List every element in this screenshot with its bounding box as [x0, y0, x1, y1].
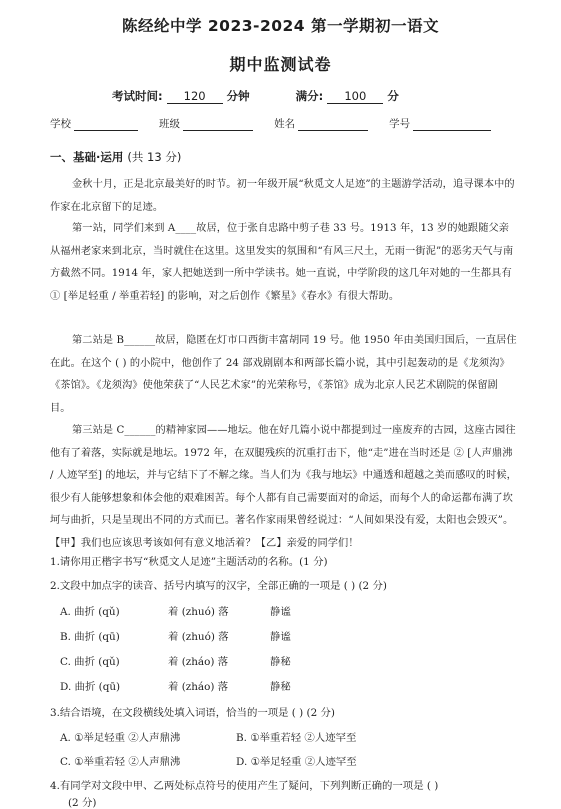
q2-option-d[interactable]: D. 曲折 (qū): [60, 681, 121, 693]
name-field[interactable]: [298, 118, 368, 131]
q2-option-d-3: 静秘: [270, 681, 291, 693]
q2-option-c-2: 着 (zháo) 落: [168, 656, 229, 668]
section-heading: [50, 149, 181, 165]
q2-option-a-2: 着 (zhuó) 落: [168, 606, 229, 618]
time-label: 考试时间:: [112, 89, 163, 103]
q3-option-d[interactable]: D. ①举足轻重 ②人迹罕至: [236, 756, 357, 768]
id-field[interactable]: [413, 118, 491, 131]
school-label: 学校: [50, 118, 71, 130]
passage-paragraph: 第一站，同学们来到 A____故居，位于张自忠路中剪子巷 33 号。1913 年，13 岁的她跟随父亲从福州老家来到北京，当时就住在这里。这里发实的氛围和“有风三尺土，无雨一街泥”的恶劣天气与南方截然不同。1914 年，家人把她送到一所中学读书。她一直说，中学阶段的这几年对她的一生都具有 ① [举足轻重 / 举重若轻] 的影响，对之后创作《繁星》《春水》有很大帮助。: [50, 223, 514, 302]
q2-option-b-3: 静谧: [270, 631, 291, 643]
time-unit: 分钟: [226, 89, 250, 103]
question-1: 1.请你用正楷字书写“秋觅文人足迹”主题活动的名称。(1 分): [50, 556, 328, 568]
q2-option-b-2: 着 (zhuó) 落: [168, 631, 229, 643]
q3-option-a[interactable]: A. ①举足轻重 ②人声鼎沸: [60, 732, 181, 744]
id-label: 学号: [389, 118, 411, 130]
question-2: 2.文段中加点字的读音、括号内填写的汉字，全部正确的一项是 ( ) (2 分): [50, 580, 387, 592]
q2-option-b[interactable]: B. 曲折 (qū): [60, 631, 120, 643]
class-label: 班级: [159, 118, 181, 130]
passage-paragraph: 金秋十月，正是北京最美好的时节。初一年级开展“秋觅文人足迹”的主题游学活动，追寻课本中的作家在北京留下的足迹。: [50, 179, 515, 213]
score-unit: 分: [387, 89, 399, 103]
question-4-points: (2 分): [68, 797, 97, 809]
q2-option-c-3: 静秘: [270, 656, 291, 668]
q3-option-b[interactable]: B. ①举重若轻 ②人迹罕至: [236, 732, 357, 744]
exam-meta: [112, 88, 452, 104]
q2-option-c[interactable]: C. 曲折 (qǔ): [60, 656, 120, 668]
score-label: 满分:: [295, 89, 324, 103]
school-field[interactable]: [74, 118, 138, 131]
score-value: 100: [327, 89, 383, 104]
time-value: 120: [167, 89, 223, 104]
section-points: (共 13 分): [127, 150, 182, 164]
question-3: 3.结合语境，在文段横线处填入词语，恰当的一项是 ( ) (2 分): [50, 707, 335, 719]
question-4: 4.有同学对文段中甲、乙两处标点符号的使用产生了疑问，下列判断正确的一项是 ( ): [50, 780, 439, 792]
passage-paragraph: 第二站是 B______故居，隐匿在灯市口西街丰富胡同 19 号。他 1950 年由美国归国后，一直居住在此。在这个 ( ) 的小院中，他创作了 24 部戏剧剧本和两部长篇小说，其中引起轰动的是《龙须沟》《茶馆》。《龙须沟》使他荣获了“人民艺术家”的光荣称号，《茶馆》成为北京人民艺术剧院的保留剧目。: [50, 335, 517, 414]
exam-title: 陈经纶中学 2023-2024 第一学期初一语文: [121, 17, 439, 35]
q2-option-d-2: 着 (zháo) 落: [168, 681, 229, 693]
exam-subtitle: 期中监测试卷: [229, 55, 332, 74]
q2-option-a[interactable]: A. 曲折 (qǔ): [60, 606, 120, 618]
q3-option-c[interactable]: C. ①举重若轻 ②人声鼎沸: [60, 756, 181, 768]
name-label: 姓名: [274, 118, 296, 130]
section-title: 一、基础·运用: [50, 150, 124, 164]
passage-paragraph: 第三站是 C______的精神家园——地坛。他在好几篇小说中都提到过一座废弃的古园，这座古园往他有了着落，实际就是地坛。1972 年，在双腿残疾的沉重打击下，他“走”进在当时还是 ② [人声鼎沸 / 人迹罕至] 的地坛，并与它结下了不解之缘。当人们为《我与地坛》中通透和超越之美而感叹的时候，很少有人能够想象和体会他的艰难困苦。每个人都有自己需要面对的命运，而每个人的命运都布满了坎坷与曲折，只是呈现出不同的方式而已。著名作家雨果曾经说过：“人间如果没有爱，太阳也会毁灭”。【甲】我们也应该思考该如何有意义地活着？【乙】亲爱的同学们！: [50, 425, 517, 549]
class-field[interactable]: [183, 118, 253, 131]
q2-option-a-3: 静谧: [270, 606, 291, 618]
student-info-row: [50, 116, 520, 131]
